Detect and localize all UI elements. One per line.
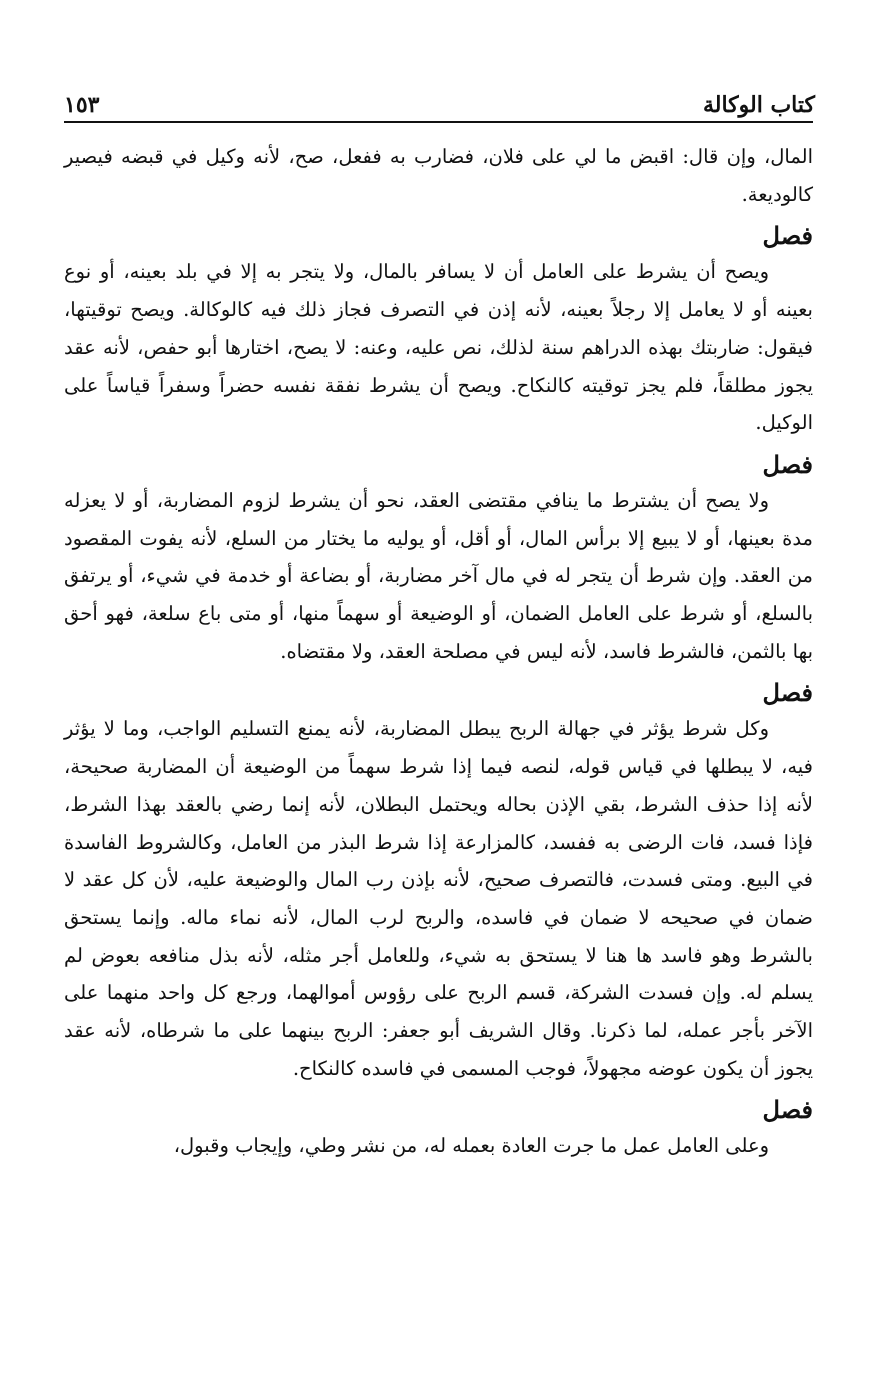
paragraph-conditions-travel: ويصح أن يشرط على العامل أن لا يسافر بالمال، ولا يتجر به إلا في بلد بعينه، أو نوع بعينه أو لا يعامل إلا رجلاً بعينه، لأنه إذن في التصرف فجاز ذلك فيه كالوكالة. ويصح توقيتها، فيقول: ضاربتك بهذه الدراهم سنة لذلك، نص عليه، وعنه: لا يصح، اختارها أبو حفص، لأنه عقد يجوز مطلقاً، فلم يجز توقيته كالنكاح. ويصح أن يشرط نفقة نفسه حضراً وسفراً قياساً على الوكيل. (64, 260, 813, 435)
section-heading-fasl-1: فصل (762, 221, 813, 251)
paragraph-worker-duties: وعلى العامل عمل ما جرت العادة بعمله له، من نشر وطي، وإيجاب وقبول، (173, 1134, 769, 1158)
page-number: ١٥٣ (64, 92, 100, 118)
header-rule (64, 121, 813, 123)
paragraph-invalid-conditions: ولا يصح أن يشترط ما ينافي مقتضى العقد، نحو أن يشرط لزوم المضاربة، أو لا يعزله مدة بعينها، أو لا يبيع إلا برأس المال، أو أقل، أو يوليه ما يختار من السلع، لأنه يفوت المقصود من العقد. وإن شرط أن يتجر له في مال آخر مضاربة، أو بضاعة أو خدمة في شيء، أو يرتفق بالسلع، أو شرط على العامل الضمان، أو الوضيعة أو سهماً منها، أو متى باع سلعة، فهو أحق بها بالثمن، فالشرط فاسد، لأنه ليس في مصلحة العقد، ولا مقتضاه. (64, 488, 813, 663)
section-heading-fasl-4: فصل (762, 1095, 813, 1125)
section-heading-fasl-2: فصل (762, 449, 813, 479)
paragraph-profit-uncertainty: وكل شرط يؤثر في جهالة الربح يبطل المضاربة، لأنه يمنع التسليم الواجب، وما لا يؤثر فيه، لا يبطلها في قياس قوله، لنصه فيما إذا شرط سهماً من الوضيعة أن المضاربة صحيحة، لأنه إذا حذف الشرط، بقي الإذن بحاله ويحتمل البطلان، لأنه إنما رضي بالعقد بهذا الشرط، فإذا فسد، فات الرضى به ففسد، كالمزارعة إذا شرط البذر من العامل، وكالشروط الفاسدة في البيع. ومتى فسدت، فالتصرف صحيح، لأنه بإذن رب المال والوضيعة عليه، لأن كل عقد لا ضمان في صحيحه لا ضمان في فاسده، والربح لرب المال، لأنه نماء ماله. وإنما يستحق بالشرط وهو فاسد ها هنا لا يستحق به شيء، وللعامل أجر مثله، لأنه بذل منافعه بعوض لم يسلم له. وإن فسدت الشركة، قسم الربح على رؤوس أموالهما، ورجع كل واحد منهما على الآخر بأجر عمله، لما ذكرنا. وقال الشريف أبو جعفر: الربح بينهما على ما شرطاه، لأنه عقد يجوز أن يكون عوضه مجهولاً، فوجب المسمى في فاسده كالنكاح. (64, 717, 813, 1080)
body-text (64, 138, 813, 1165)
paragraph-continuation: المال، وإن قال: اقبض ما لي على فلان، فضارب به ففعل، صح، لأنه وكيل في قبضه فيصير كالوديعة. (64, 145, 813, 206)
running-title: كتاب الوكالة (702, 92, 815, 118)
section-heading-fasl-3: فصل (762, 678, 813, 708)
page-header (64, 78, 815, 116)
